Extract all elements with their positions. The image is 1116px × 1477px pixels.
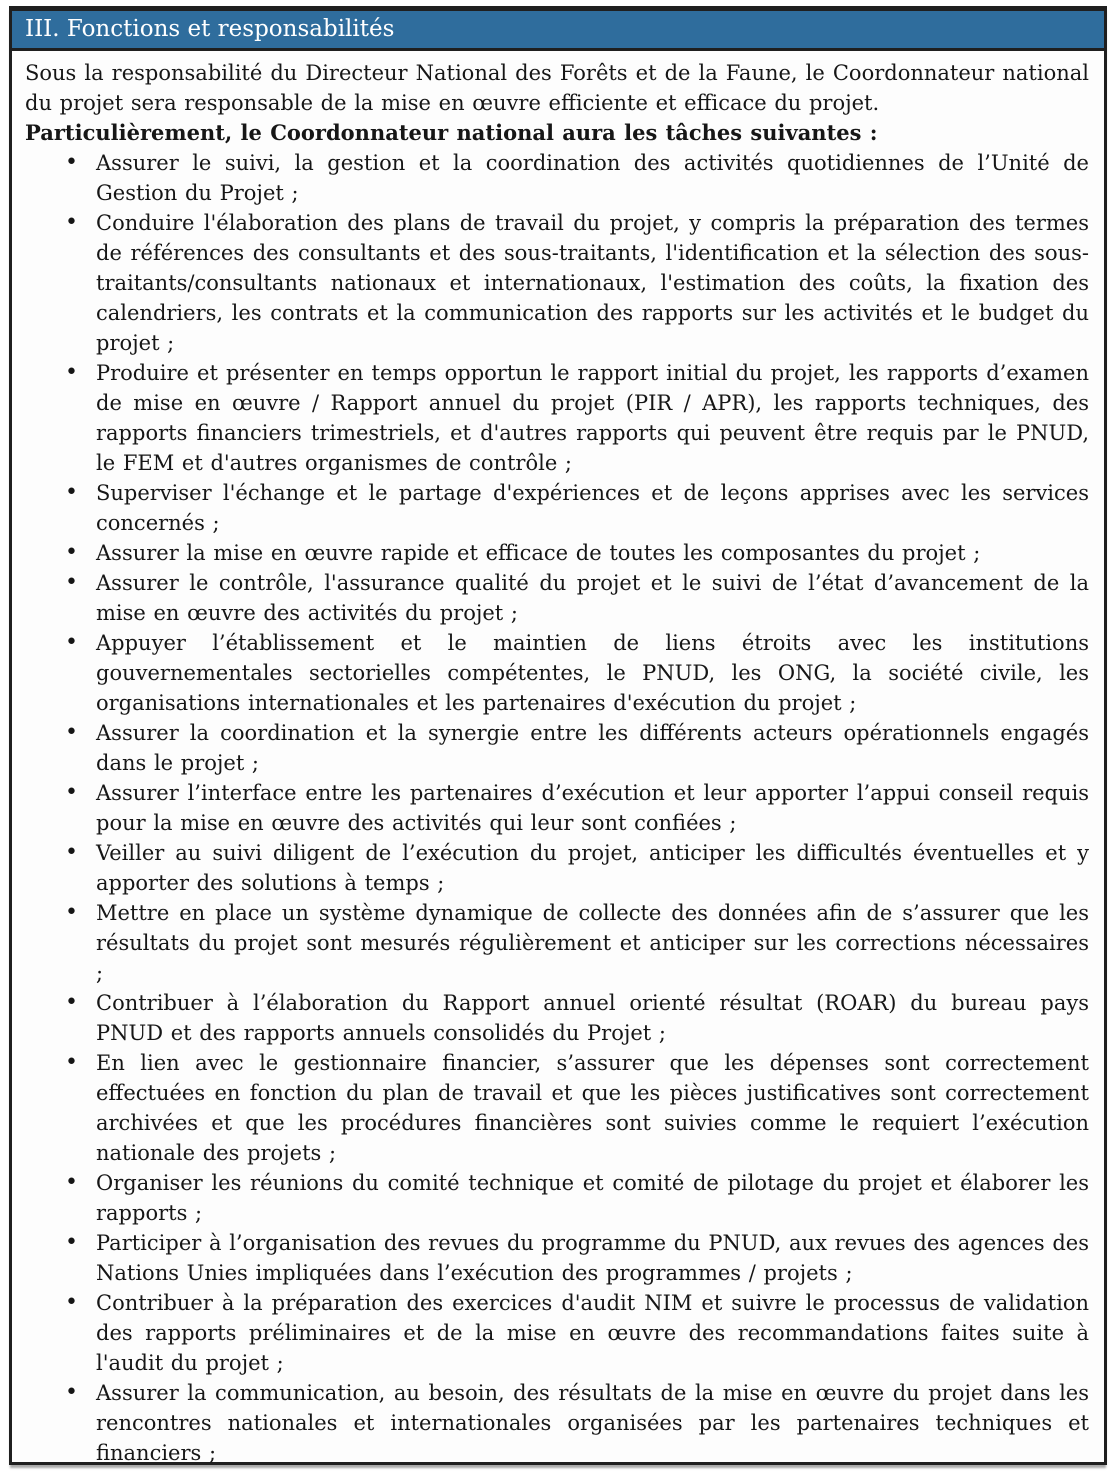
list-item: • Contribuer à l’élaboration du Rapport annuel orienté résultat (ROAR) du bureau pays PNUD et des rapports annuels consolidés du Projet ; [96,988,1089,1048]
intro-paragraph: Sous la responsabilité du Directeur National des Forêts et de la Faune, le Coordonnateur national du projet sera responsable de la mise en œuvre efficiente et efficace du projet. [25,61,1089,115]
list-item: • Appuyer l’établissement et le maintien de liens étroits avec les institutions gouvernementales sectorielles compétentes, le PNUD, les ONG, la société civile, les organisations internationales et les partenaires d'exécution du projet ; [96,628,1089,718]
list-item: • Assurer la communication, au besoin, des résultats de la mise en œuvre du projet dans les rencontres nationales et internationales organisées par les partenaires techniques et financiers ; [96,1378,1089,1468]
list-item: • Veiller au suivi diligent de l’exécution du projet, anticiper les difficultés éventuelles et y apporter des solutions à temps ; [96,838,1089,898]
list-item: • En lien avec le gestionnaire financier, s’assurer que les dépenses sont correctement effectuées en fonction du plan de travail et que les pièces justificatives sont correctement archivées et que les procédures financières sont suivies comme le requiert l’exécution nationale des projets ; [96,1048,1089,1168]
section-body [12,51,1104,1468]
section-header [12,11,1104,51]
list-item: • Conduire l'élaboration des plans de travail du projet, y compris la préparation des termes de références des consultants et des sous-traitants, l'identification et la sélection des sous-traitants/consultants nationaux et internationaux, l'estimation des coûts, la fixation des calendriers, les contrats et la communication des rapports sur les activités et le budget du projet ; [96,208,1089,358]
list-item: • Assurer l’interface entre les partenaires d’exécution et leur apporter l’appui conseil requis pour la mise en œuvre des activités qui leur sont confiées ; [96,778,1089,838]
document-table [9,6,1107,1465]
intro-lead-sentence: Particulièrement, le Coordonnateur national aura les tâches suivantes : [25,120,878,145]
list-item: • Organiser les réunions du comité technique et comité de pilotage du projet et élaborer les rapports ; [96,1168,1089,1228]
list-item: • Assurer la coordination et la synergie entre les différents acteurs opérationnels engagés dans le projet ; [96,718,1089,778]
list-item: • Contribuer à la préparation des exercices d'audit NIM et suivre le processus de validation des rapports préliminaires et de la mise en œuvre des recommandations faites suite à l'audit du projet ; [96,1288,1089,1378]
task-list [25,148,1089,1468]
list-item: • Produire et présenter en temps opportun le rapport initial du projet, les rapports d’examen de mise en œuvre / Rapport annuel du projet (PIR / APR), les rapports techniques, des rapports financiers trimestriels, et d'autres rapports qui peuvent être requis par le PNUD, le FEM et d'autres organismes de contrôle ; [96,358,1089,478]
list-item: • Assurer la mise en œuvre rapide et efficace de toutes les composantes du projet ; [96,538,1089,568]
list-item: • Assurer le contrôle, l'assurance qualité du projet et le suivi de l’état d’avancement de la mise en œuvre des activités du projet ; [96,568,1089,628]
section-title: III. Fonctions et responsabilités [25,16,395,42]
list-item: • Participer à l’organisation des revues du programme du PNUD, aux revues des agences des Nations Unies impliquées dans l’exécution des programmes / projets ; [96,1228,1089,1288]
list-item: • Assurer le suivi, la gestion et la coordination des activités quotidiennes de l’Unité de Gestion du Projet ; [96,148,1089,208]
list-item: • Mettre en place un système dynamique de collecte des données afin de s’assurer que les résultats du projet sont mesurés régulièrement et anticiper sur les corrections nécessaires ; [96,898,1089,988]
list-item: • Superviser l'échange et le partage d'expériences et de leçons apprises avec les services concernés ; [96,478,1089,538]
